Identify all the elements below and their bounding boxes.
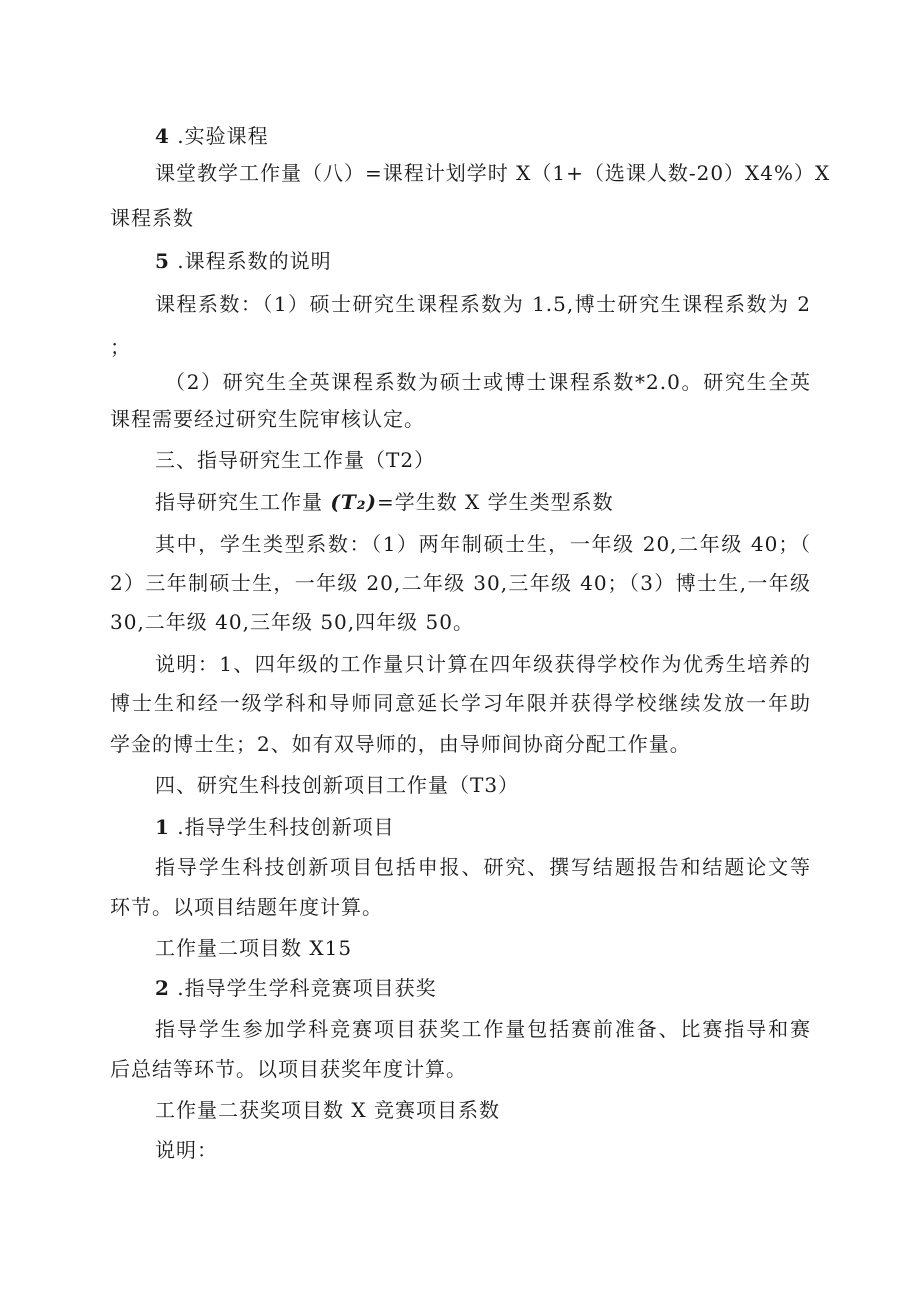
paragraph-line: （2）研究生全英课程系数为硕士或博士课程系数*2.0。研究生全英 [165,370,811,394]
paragraph-line: 30,二年级 40,三年级 50,四年级 50。 [110,610,474,634]
paragraph-line: 后总结等环节。以项目获奖年度计算。 [110,1057,467,1081]
heading-text: .指导学生科技创新项目 [169,815,395,839]
heading-coefficient [155,248,332,274]
paragraph-line: 环节。以项目结题年度计算。 [110,895,383,919]
heading-number: 1 [155,815,170,839]
section-heading-t2: 三、指导研究生工作量（T2） [155,448,436,472]
heading-text: .实验课程 [169,124,269,148]
paragraph-line: 学金的博士生；2、如有双导师的，由导师间协商分配工作量。 [110,732,691,756]
paragraph-line: 指导学生科技创新项目包括申报、研究、撰写结题报告和结题论文等 [155,855,811,879]
paragraph-line: 课程需要经过研究生院审核认定。 [110,407,425,431]
paragraph-line: 指导学生参加学科竞赛项目获奖工作量包括赛前准备、比赛指导和赛 [155,1017,811,1041]
formula-line: 工作量二项目数 X15 [155,936,353,960]
formula-text: =学生数 X 学生类型系数 [376,490,614,514]
note-label: 说明： [155,1138,218,1162]
paragraph-line: 课程系数：（1）硕士研究生课程系数为 1.5,博士研究生课程系数为 2 [155,292,811,316]
formula-t2 [155,489,614,515]
formula-text: 指导研究生工作量 [155,490,331,514]
heading-number: 5 [155,249,170,273]
paragraph-line: 博士生和经一级学科和导师同意延长学习年限并获得学校继续发放一年助 [110,691,811,715]
paragraph-line: ； [110,335,131,359]
heading-text: .课程系数的说明 [169,249,332,273]
heading-competition-award [155,975,437,1001]
formula-line: 课堂教学工作量（八）=课程计划学时 X（1+（选课人数-20）X4%）X [155,161,831,185]
formula-line-cont: 课程系数 [110,206,194,230]
formula-symbol: (T₂) [330,490,377,514]
paragraph-line: 2）三年制硕士生，一年级 20,二年级 30,三年级 40；（3）博士生,一年级 [110,571,811,595]
heading-number: 2 [155,976,170,1000]
paragraph-line: 其中，学生类型系数：（1）两年制硕士生，一年级 20,二年级 40；（ [155,532,811,556]
paragraph-line: 说明：1、四年级的工作量只计算在四年级获得学校作为优秀生培养的 [155,652,811,676]
section-heading-t3: 四、研究生科技创新项目工作量（T3） [155,773,520,797]
heading-text: .指导学生学科竞赛项目获奖 [169,976,437,1000]
heading-number: 4 [155,124,170,148]
heading-experiment-course [155,123,269,149]
heading-innovation-project [155,814,395,840]
formula-line: 工作量二获奖项目数 X 竞赛项目系数 [155,1098,500,1122]
